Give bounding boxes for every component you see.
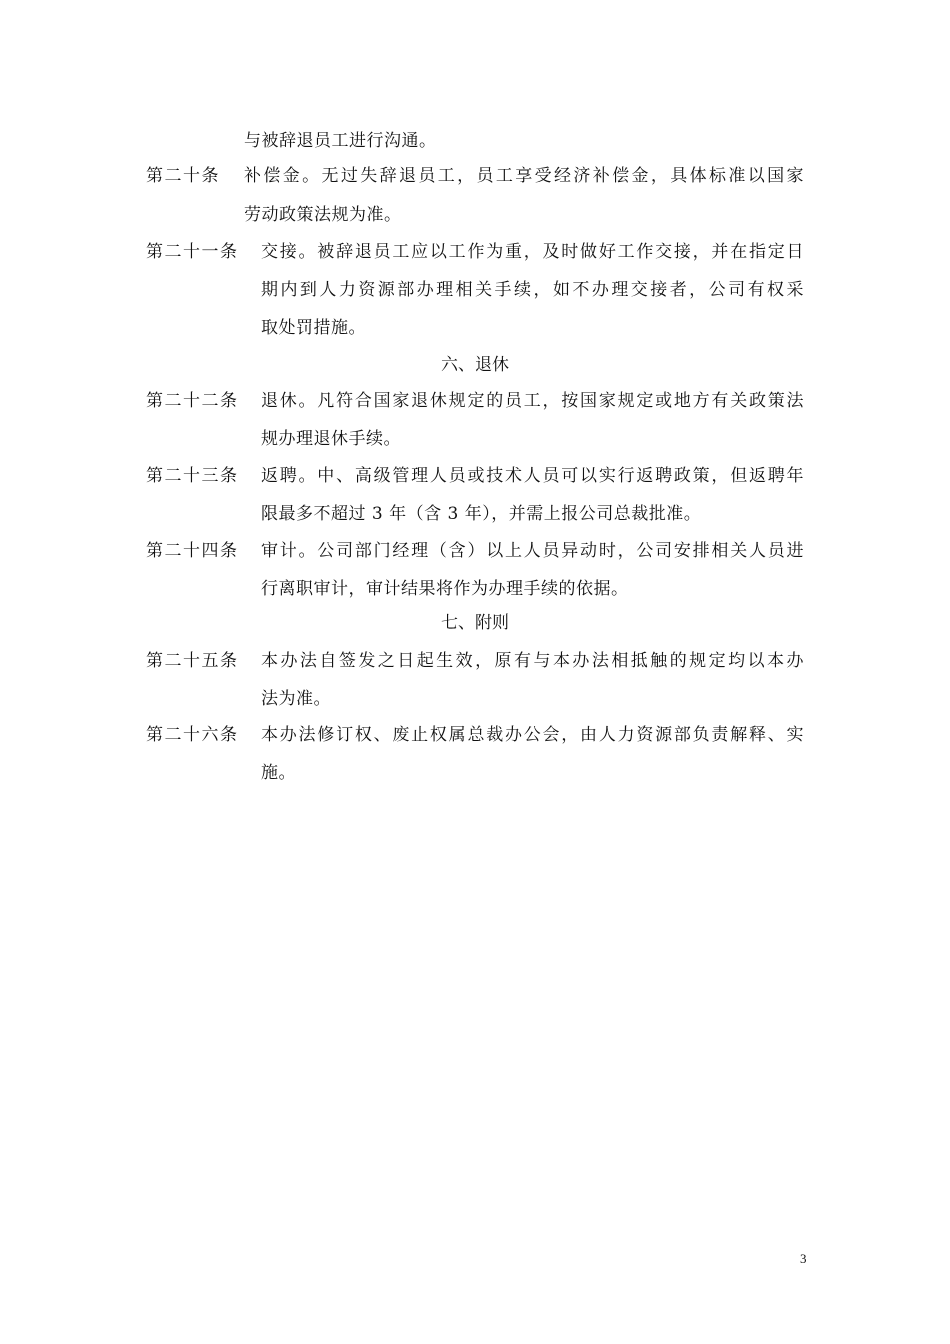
article-20-line-2: 劳动政策法规为准。 <box>244 205 402 225</box>
article-24-line-1: 审计。公司部门经理（含）以上人员异动时，公司安排相关人员进 <box>261 541 804 561</box>
article-24-label: 第二十四条 <box>146 541 239 561</box>
article-21-line-3: 取处罚措施。 <box>261 318 366 338</box>
article-21-line-1: 交接。被辞退员工应以工作为重，及时做好工作交接，并在指定日 <box>261 242 804 262</box>
article-21-line-2: 期内到人力资源部办理相关手续，如不办理交接者，公司有权采 <box>261 280 804 300</box>
article-22-label: 第二十二条 <box>146 391 239 411</box>
article-26-line-1: 本办法修订权、废止权属总裁办公会，由人力资源部负责解释、实 <box>261 725 804 745</box>
article-26-line-2: 施。 <box>261 763 296 783</box>
article-26-label: 第二十六条 <box>146 725 239 745</box>
page-number: 3 <box>800 1251 807 1266</box>
article-23-line-2: 限最多不超过 3 年（含 3 年），并需上报公司总裁批准。 <box>261 504 702 524</box>
article-19-continuation: 与被辞退员工进行沟通。 <box>244 131 437 151</box>
article-20-line-1: 补偿金。无过失辞退员工，员工享受经济补偿金，具体标准以国家 <box>244 166 804 186</box>
article-22-line-2: 规办理退休手续。 <box>261 429 401 449</box>
section-heading-supplementary: 七、附则 <box>441 613 509 633</box>
article-23-line-1: 返聘。中、高级管理人员或技术人员可以实行返聘政策，但返聘年 <box>261 466 804 486</box>
article-23-label: 第二十三条 <box>146 466 239 486</box>
article-24-line-2: 行离职审计，审计结果将作为办理手续的依据。 <box>261 579 629 599</box>
section-heading-retirement: 六、退休 <box>441 355 509 375</box>
article-22-line-1: 退休。凡符合国家退休规定的员工，按国家规定或地方有关政策法 <box>261 391 804 411</box>
article-25-line-1: 本办法自签发之日起生效，原有与本办法相抵触的规定均以本办 <box>261 651 804 671</box>
article-25-line-2: 法为准。 <box>261 689 331 709</box>
article-21-label: 第二十一条 <box>146 242 239 262</box>
article-20-label: 第二十条 <box>146 166 220 186</box>
article-25-label: 第二十五条 <box>146 651 239 671</box>
